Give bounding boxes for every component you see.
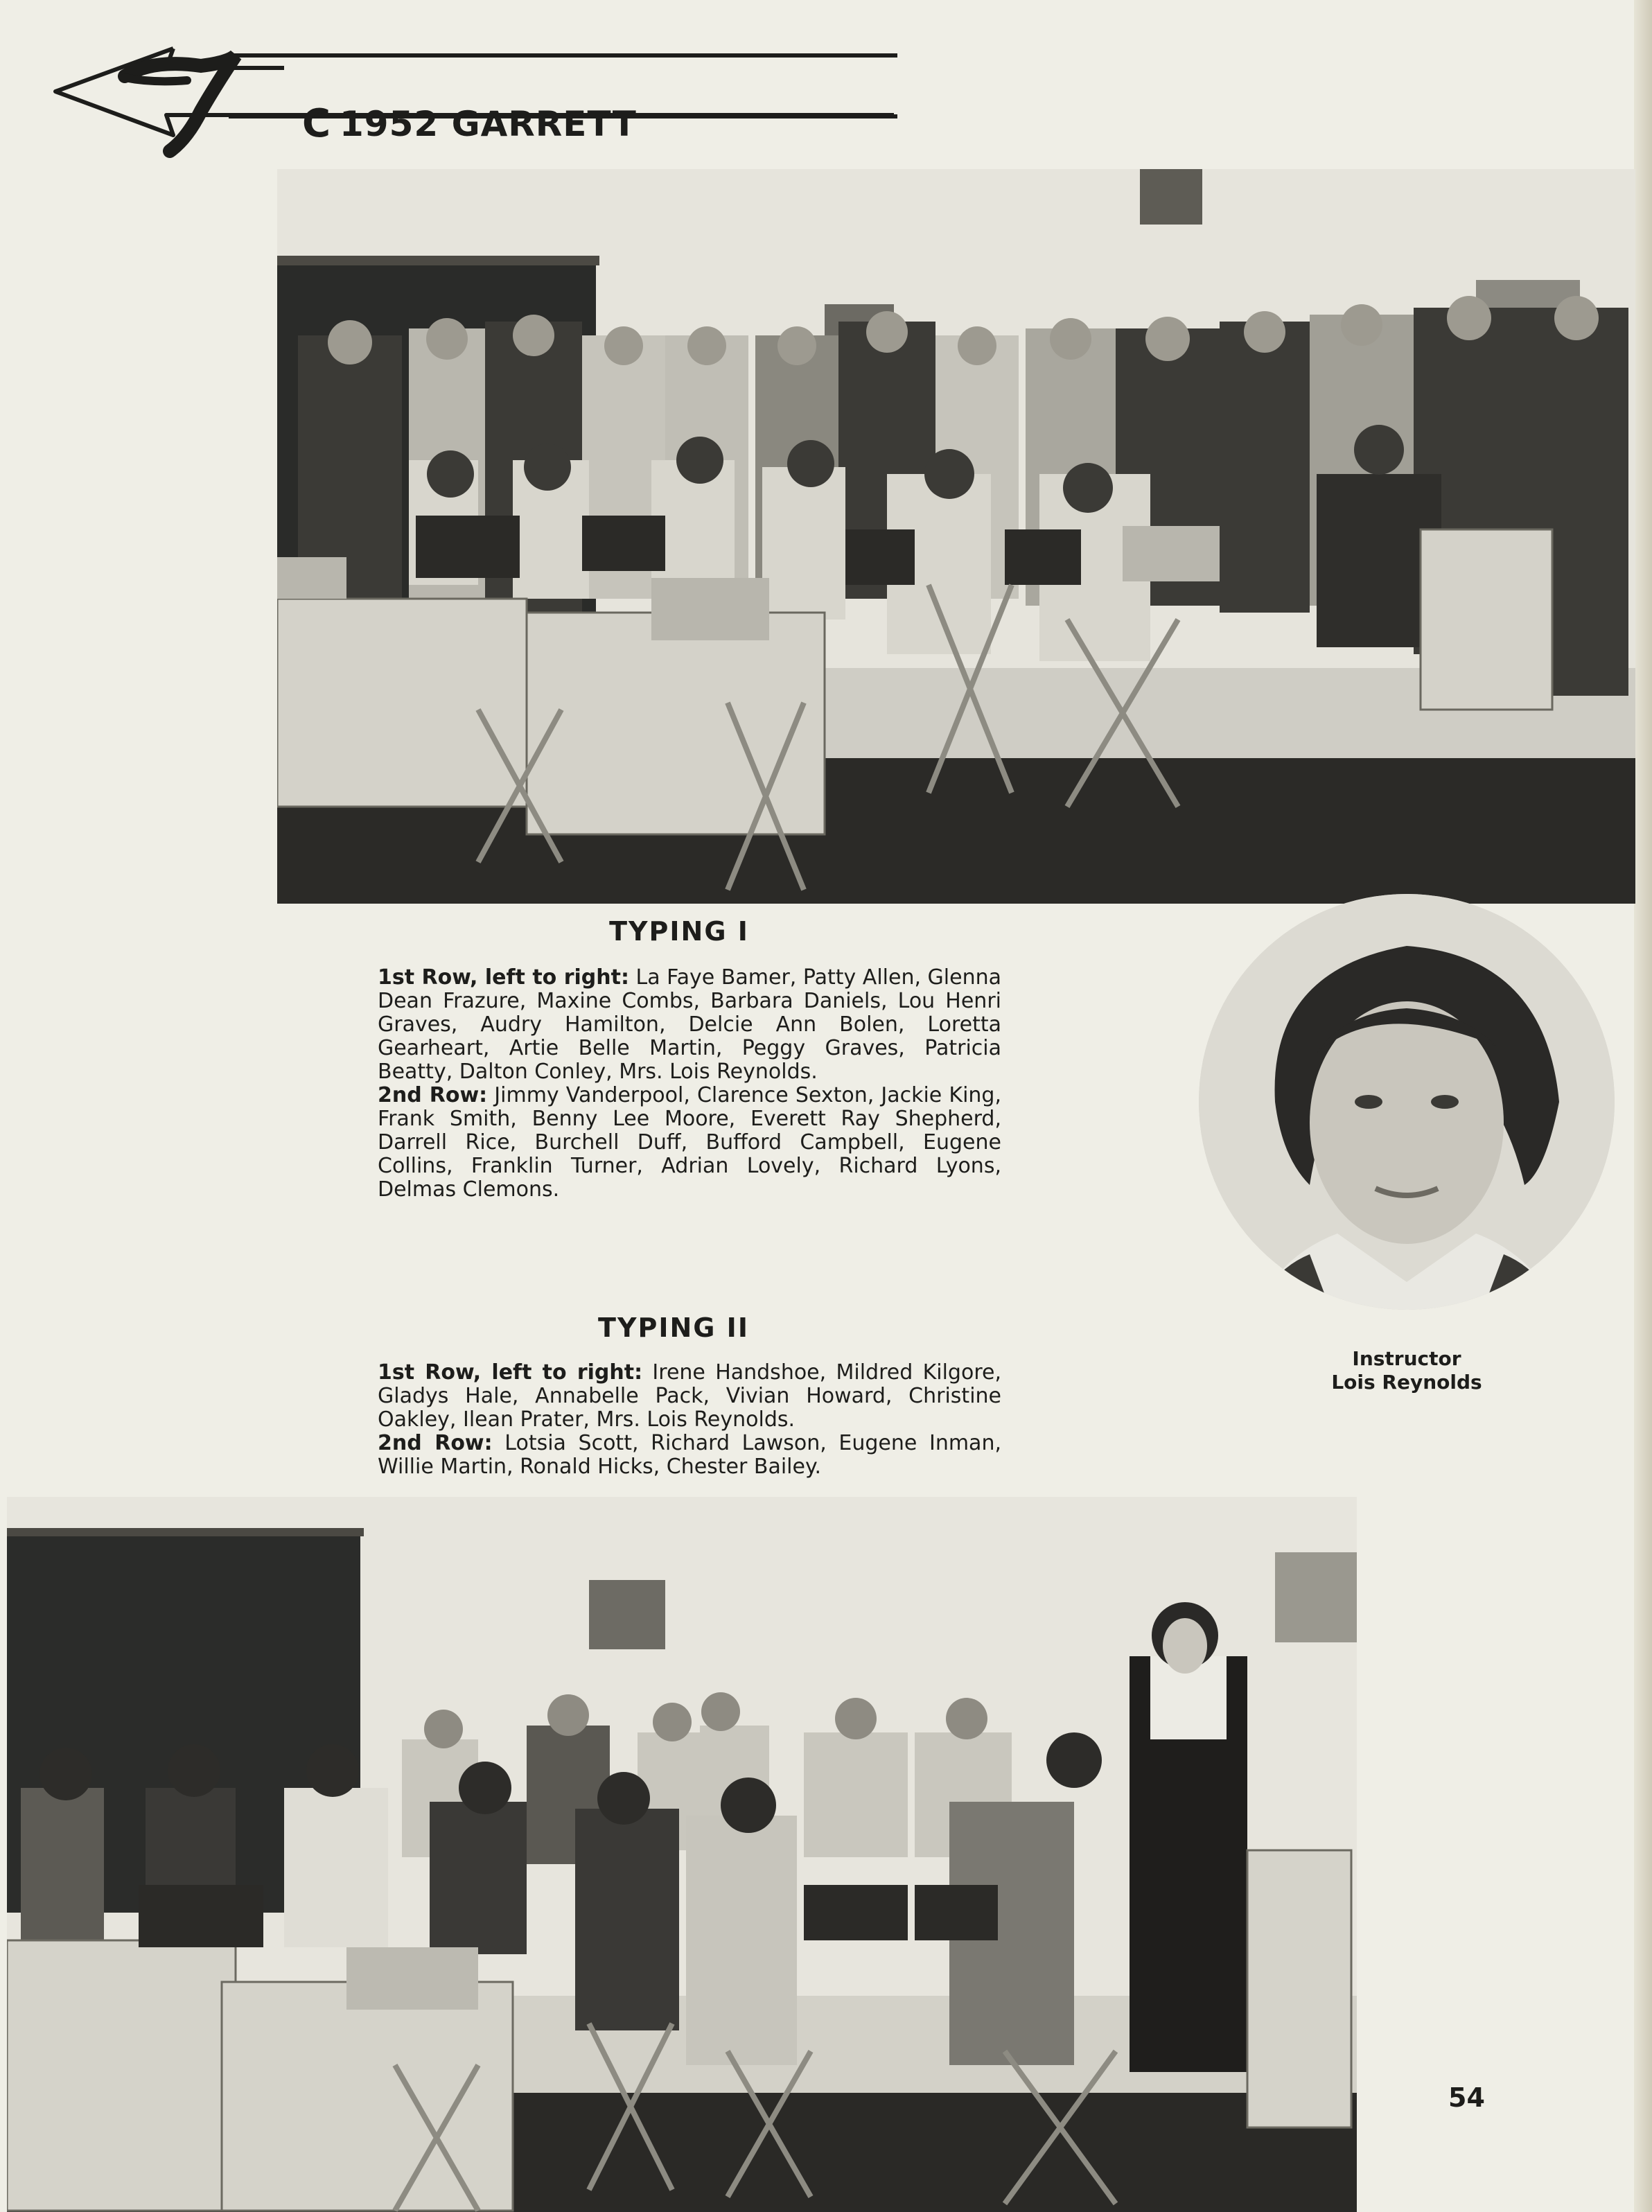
page-header bbox=[49, 35, 915, 159]
page-edge bbox=[1634, 0, 1652, 2212]
instructor-name: Lois Reynolds bbox=[1331, 1371, 1482, 1394]
typing-1-row2-names: Jimmy Vanderpool, Clarence Sexton, Jackie King, Frank Smith, Benny Lee Moore, Everett Ray Shepherd, Darrell Rice, Burchell Duff, Bufford Campbell, Eugene Collins, Franklin Turner, Adrian Lovely, Richard Lyons, Delmas Clemons. bbox=[378, 1083, 1001, 1202]
typing-2-class-photo bbox=[7, 1497, 1357, 2212]
instructor-label: Instructor bbox=[1352, 1347, 1461, 1370]
typing-2-caption bbox=[378, 1361, 1001, 1479]
page-number: 54 bbox=[1448, 2082, 1485, 2113]
typing-2-row1-names: Irene Handshoe, Mildred Kilgore, Gladys Hale, Annabelle Pack, Vivian Howard, Christine Oakley, Ilean Prater, Mrs. Lois Reynolds. bbox=[378, 1360, 1001, 1432]
typing-1-class-photo bbox=[277, 169, 1635, 904]
section-letter: C bbox=[302, 101, 331, 146]
page-title: 1952 GARRETT bbox=[340, 104, 637, 144]
typing-1-row1-names: La Faye Bamer, Patty Allen, Glenna Dean Frazure, Maxine Combs, Barbara Daniels, Lou Henri Graves, Audry Hamilton, Delcie Ann Bolen, Loretta Gearheart, Artie Belle Martin, Peggy Graves, Patricia Beatty, Dalton Conley, Mrs. Lois Reynolds. bbox=[378, 965, 1001, 1084]
typing-1-row1-label: 1st Row, left to right: bbox=[378, 965, 629, 990]
typing-1-row2-label: 2nd Row: bbox=[378, 1083, 488, 1107]
typing-1-title: TYPING I bbox=[609, 916, 749, 947]
typing-2-row2-label: 2nd Row: bbox=[378, 1431, 493, 1455]
typing-2-title: TYPING II bbox=[598, 1313, 749, 1343]
instructor-caption bbox=[1268, 1347, 1545, 1394]
typing-2-row2-names: Lotsia Scott, Richard Lawson, Eugene Inman, Willie Martin, Ronald Hicks, Chester Bailey. bbox=[378, 1431, 1001, 1479]
typing-2-row1-label: 1st Row, left to right: bbox=[378, 1360, 643, 1385]
instructor-portrait bbox=[1199, 894, 1615, 1310]
typing-1-caption bbox=[378, 966, 1001, 1202]
